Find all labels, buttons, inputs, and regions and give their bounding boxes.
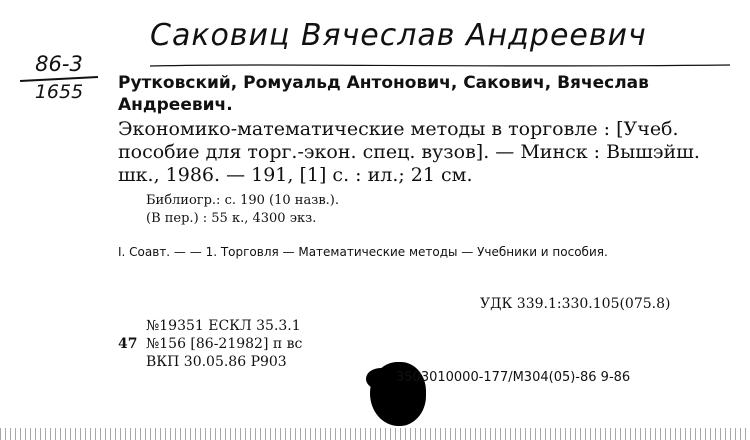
binding-price-note: (В пер.) : 55 к., 4300 экз. [146,211,317,226]
bibliography-note: Библиогр.: с. 190 (10 назв.). [146,193,339,208]
subject-tracing: I. Соавт. — — 1. Торговля — Математические методы — Учебники и пособия. [118,245,608,259]
shelfmark-top: 86-3 [35,52,83,76]
publisher-code: 3503010000-177/М304(05)-86 9-86 [396,370,631,385]
shelfmark [20,52,98,103]
title-imprint: Экономико-математические методы в торговле : [Учеб. пособие для торг.-экон. спец. вузов]. — Минск : Вышэйш. шк., 1986. — 191, [1] с. : ил.; 21 см. [118,118,700,186]
handwritten-name: Саковиц Вячеслав Андреевич [150,18,647,53]
registration-prefix: 47 [118,336,138,352]
registration-line-2: №156 [86-21982] п вс [146,336,303,352]
ink-blot-small [366,368,396,390]
registration-line-3: ВКП 30.05.86 Р903 [146,354,287,370]
card-bottom-edge [0,428,750,440]
shelfmark-bottom: 1655 [34,81,84,103]
authors-heading: Рутковский, Ромуальд Антонович, Сакович, Вячеслав Андреевич. [118,73,649,115]
handwritten-underline [150,62,730,70]
registration-line-1: №19351 ЕСКЛ 35.3.1 [146,318,301,334]
udc-code: УДК 339.1:330.105(075.8) [480,296,671,312]
